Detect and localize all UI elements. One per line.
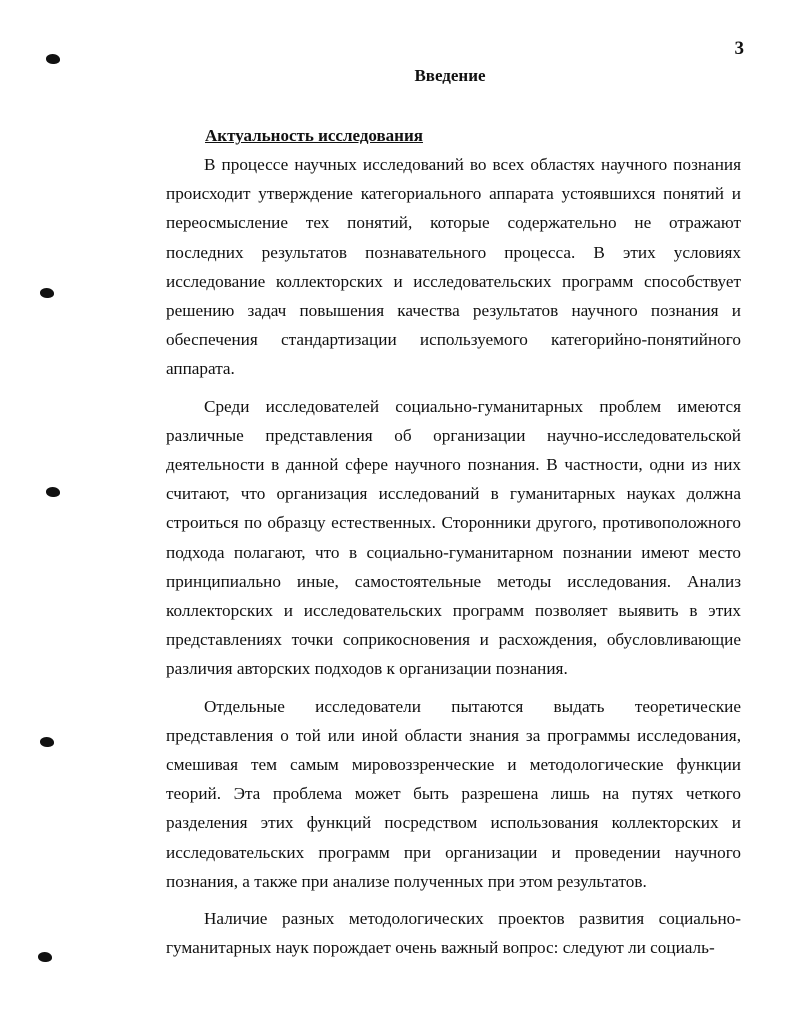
scan-margin-mark — [46, 487, 60, 497]
paragraph: Среди исследователей социально-гуманитарных проблем имеются различные представления об организации научно-исследовательской деятельности в данной сфере научного познания. В частности, одни из них считают, что организация исследований в гуманитарных науках должна строиться по образцу естественных. Сторонники другого, противоположного подхода полагают, что в социально-гуманитарном познании имеют место принципиально иные, самостоятельные методы исследования. Анализ коллекторских и исследовательских программ позволяет выявить в этих представлениях точки соприкосновения и расхождения, обусловливающие различия авторских подходов к организации познания. — [166, 396, 741, 679]
paragraph: Отдельные исследователи пытаются выдать теоретические представления о той или иной области знания за программы исследования, смешивая тем самым мировоззренческие и методологические функции теорий. Эта проблема может быть разрешена лишь на путях четкого разделения этих функций посредством использования коллекторских и исследовательских программ при организации и проведении научного познания, а также при анализе полученных при этом результатов. — [166, 696, 741, 891]
paragraph: В процессе научных исследований во всех областях научного познания происходит утверждение категориального аппарата устоявшихся понятий и переосмысление тех понятий, которые содержательно не отражают последних результатов познавательного процесса. В этих условиях исследование коллекторских и исследовательских программ способствует решению задач повышения качества результатов научного познания и обеспечения стандартизации используемого категорийно-понятийного аппарата. — [166, 155, 741, 379]
page-title: Введение — [414, 66, 486, 85]
paragraph: Наличие разных методологических проектов развития социально-гуманитарных наук порождает очень важный вопрос: следуют ли социаль- — [166, 909, 741, 958]
scan-margin-mark — [46, 54, 60, 64]
page-number: 3 — [734, 38, 744, 59]
body-text — [166, 150, 741, 970]
scan-margin-mark — [40, 288, 54, 298]
section-heading: Актуальность исследования — [205, 126, 423, 145]
scan-margin-mark — [38, 952, 52, 962]
scan-margin-mark — [40, 737, 54, 747]
